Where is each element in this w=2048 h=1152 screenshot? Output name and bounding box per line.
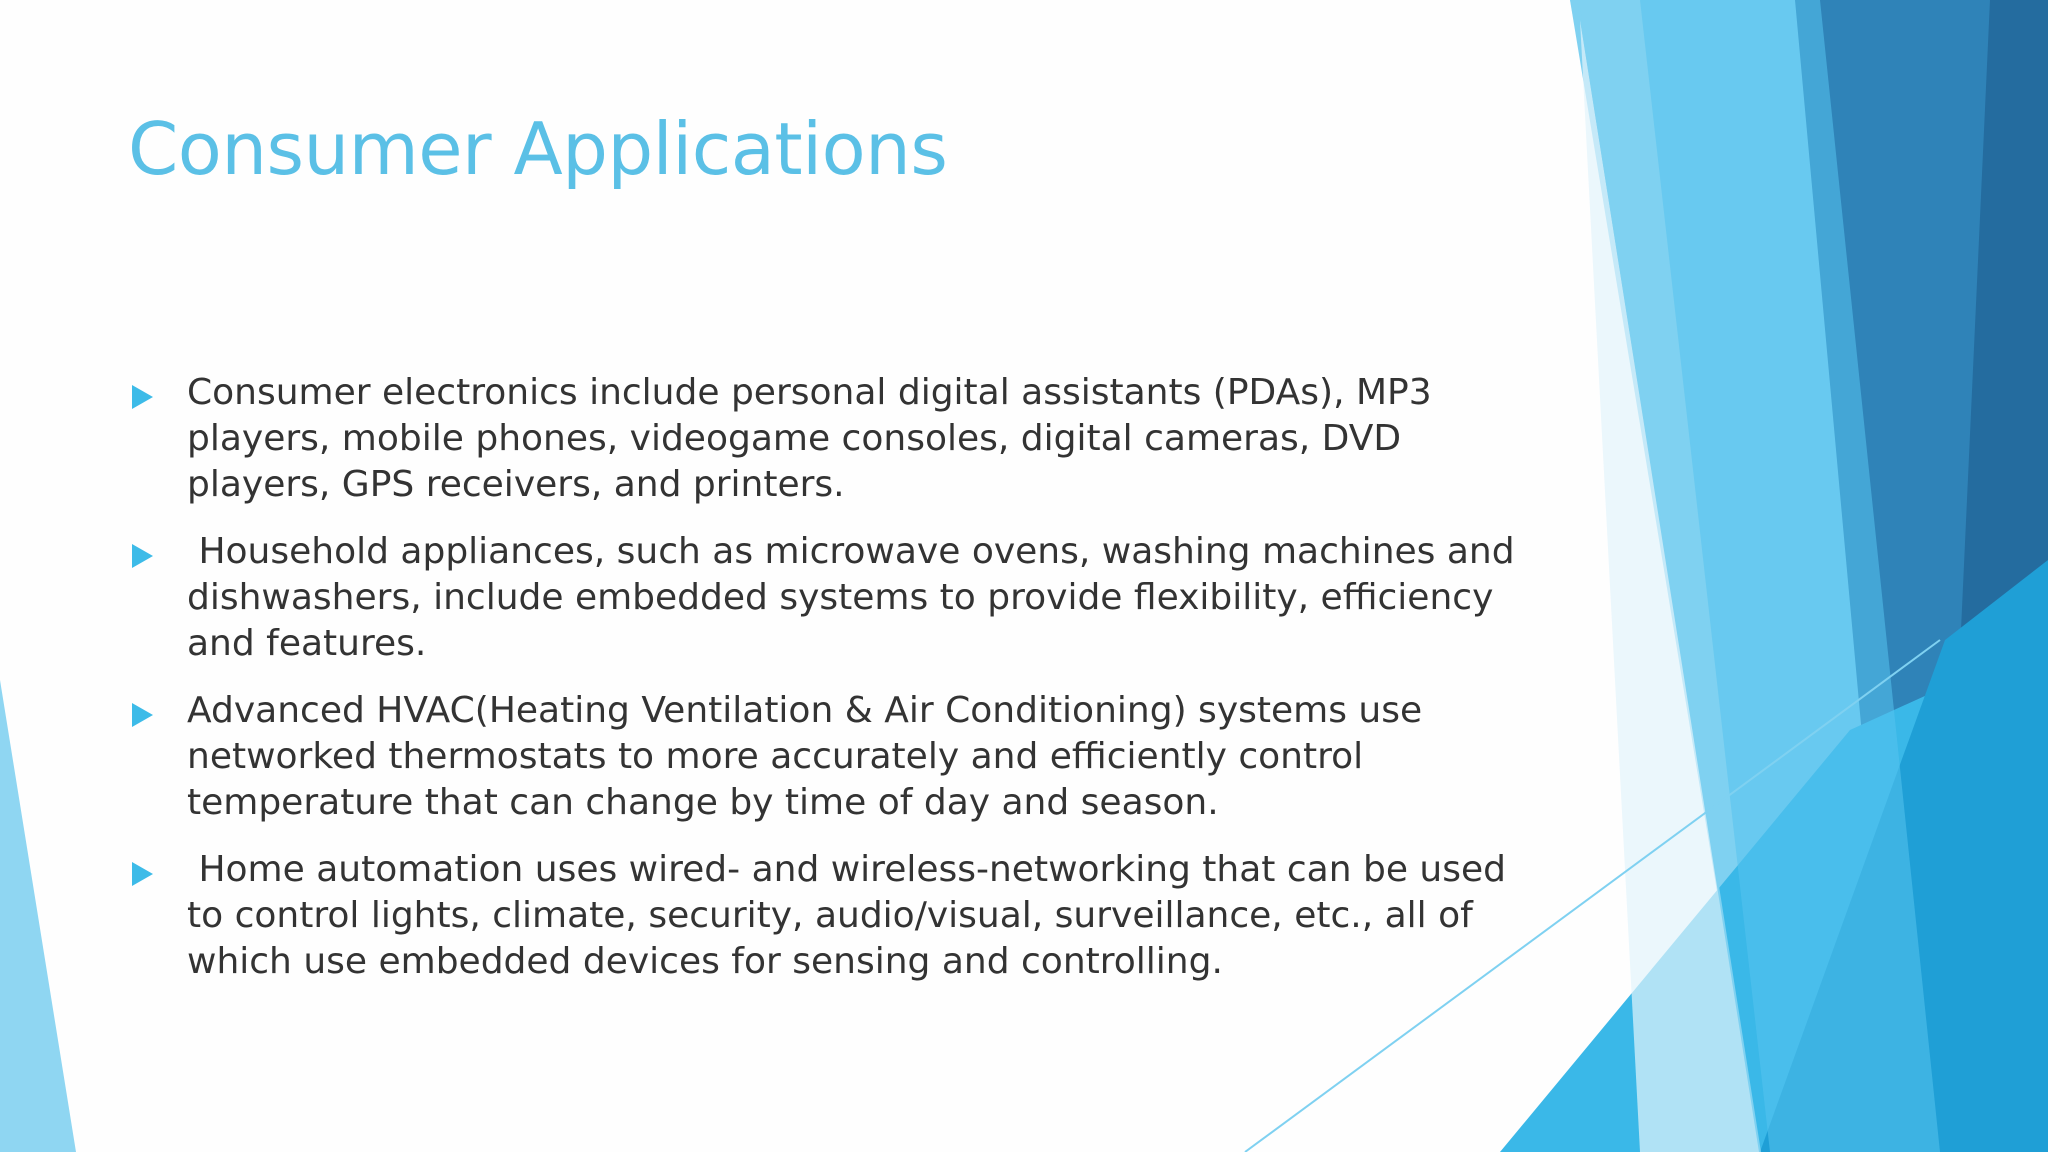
bullet-item bbox=[128, 847, 1518, 985]
left-edge-shape bbox=[0, 680, 76, 1152]
bullet-item bbox=[128, 529, 1527, 667]
triangle-right-icon bbox=[132, 385, 153, 409]
bullet-item bbox=[128, 688, 1518, 826]
triangle-right-icon bbox=[132, 862, 153, 886]
bullet-list bbox=[128, 370, 1527, 1006]
triangle-right-icon bbox=[132, 544, 153, 568]
bullet-text: Advanced HVAC(Heating Ventilation & Air Conditioning) systems use networked thermostats to more accurately and efficiently control temperature that can change by time of day and season. bbox=[187, 690, 1423, 823]
triangle-right-icon bbox=[132, 703, 153, 727]
slide-title: Consumer Applications bbox=[128, 107, 948, 191]
bullet-text: Home automation uses wired- and wireless-networking that can be used to control lights, climate, security, audio/visual, surveillance, etc., all of which use embedded devices for sensing and controlling. bbox=[187, 849, 1518, 982]
bullet-text: Household appliances, such as microwave ovens, washing machines and dishwashers, include embedded systems to provide flexibility, efficiency and features. bbox=[187, 531, 1527, 664]
bullet-item bbox=[128, 370, 1518, 508]
bullet-text: Consumer electronics include personal digital assistants (PDAs), MP3 players, mobile phones, videogame consoles, digital cameras, DVD players, GPS receivers, and printers. bbox=[187, 372, 1432, 505]
